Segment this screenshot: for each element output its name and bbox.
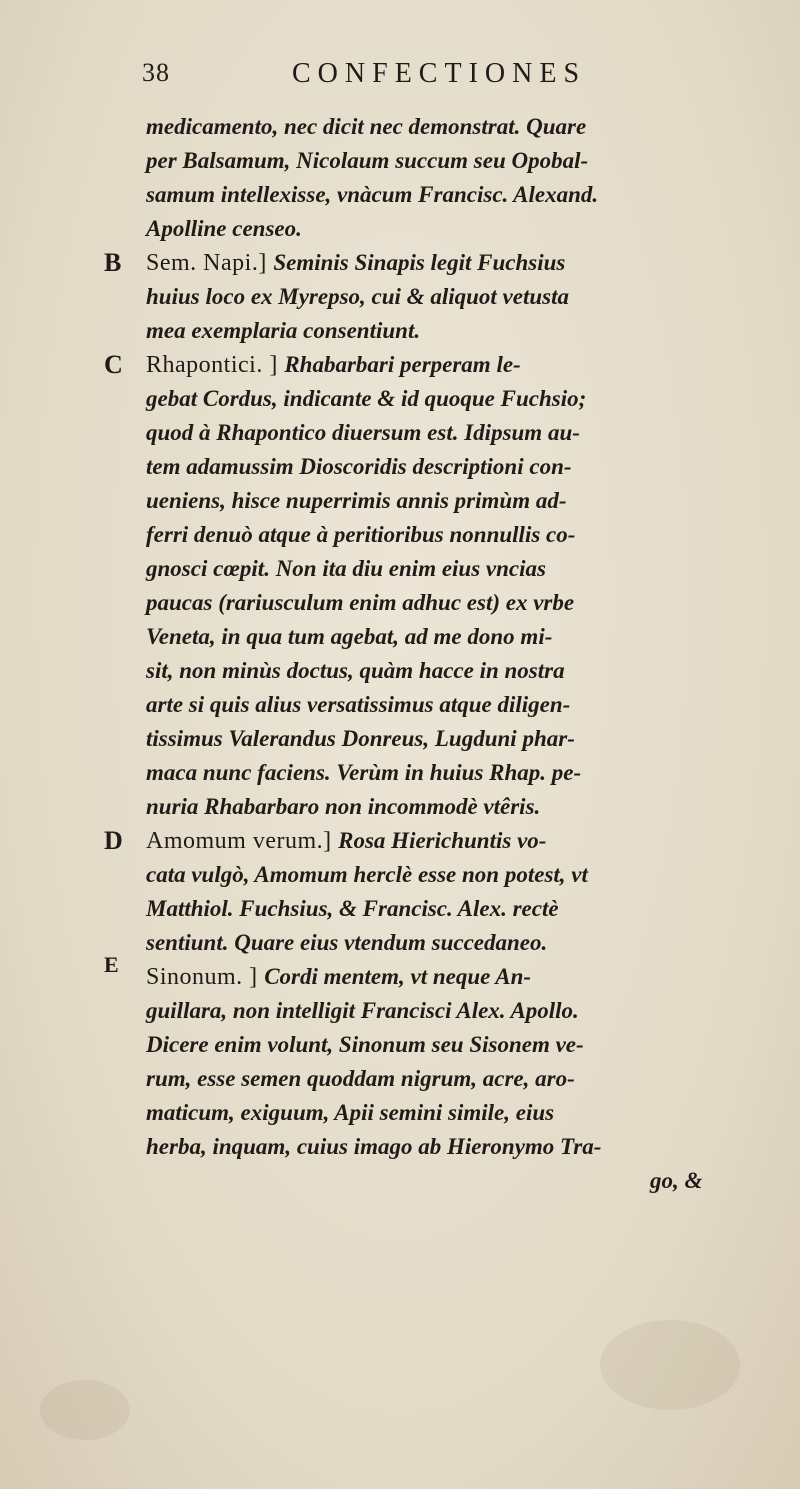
text-line: [0, 790, 800, 824]
line-text: [146, 824, 546, 858]
commentary-text: quod à Rhapontico diuersum est. Idipsum au-: [146, 420, 580, 445]
commentary-text: gebat Cordus, indicante & id quoque Fuchsio;: [146, 386, 587, 411]
text-line: [0, 1096, 800, 1130]
running-head: [142, 58, 702, 98]
commentary-text: huius loco ex Myrepso, cui & aliquot vetusta: [146, 284, 569, 309]
text-line: [0, 246, 800, 280]
text-line: [0, 348, 800, 382]
text-line: [0, 620, 800, 654]
line-text: [146, 790, 540, 824]
commentary-text: guillara, non intelligit Francisci Alex. Apollo.: [146, 998, 579, 1023]
commentary-text: nuria Rhabarbaro non incommodè vtêris.: [146, 794, 541, 819]
commentary-text: Apolline censeo.: [146, 216, 302, 241]
text-line: [0, 1062, 800, 1096]
line-text: [146, 280, 569, 314]
line-text: [146, 144, 588, 178]
text-line: [0, 280, 800, 314]
line-text: [146, 926, 547, 960]
commentary-text: paucas (rariusculum enim adhuc est) ex vrbe: [146, 590, 575, 615]
text-line: [0, 824, 800, 858]
lemma: Amomum verum.]: [146, 828, 339, 854]
commentary-text: Rosa Hierichuntis vo-: [338, 828, 547, 853]
text-line: [0, 926, 800, 960]
page-number: 38: [142, 58, 170, 87]
commentary-text: maca nunc faciens. Verùm in huius Rhap. pe-: [146, 760, 582, 785]
line-text: [146, 518, 575, 552]
commentary-text: Cordi mentem, vt neque An-: [264, 964, 532, 989]
catchword: go, &: [650, 1168, 703, 1193]
line-text: [146, 552, 546, 586]
commentary-text: sit, non minùs doctus, quàm hacce in nostra: [146, 658, 565, 683]
margin-letter: B: [104, 248, 122, 277]
text-line: [0, 450, 800, 484]
page-title: CONFECTIONES: [292, 58, 587, 89]
commentary-text: Matthiol. Fuchsius, & Francisc. Alex. rectè: [146, 896, 559, 921]
commentary-text: Rhabarbari perperam le-: [284, 352, 521, 377]
text-line: [0, 144, 800, 178]
text-line: [0, 892, 800, 926]
line-text: [146, 110, 586, 144]
line-text: [146, 450, 572, 484]
text-line: [0, 314, 800, 348]
text-line: [0, 756, 800, 790]
line-text: [146, 178, 598, 212]
commentary-text: samum intellexisse, vnàcum Francisc. Alexand.: [146, 182, 599, 207]
line-text: [146, 416, 580, 450]
line-text: [146, 1130, 601, 1164]
text-line: [0, 484, 800, 518]
margin-letter: C: [104, 350, 123, 379]
text-line: [0, 416, 800, 450]
text-line: [0, 858, 800, 892]
line-text: [146, 654, 565, 688]
text-line: [0, 952, 800, 994]
line-text: [146, 212, 302, 246]
line-text: [146, 314, 420, 348]
line-text: [146, 722, 575, 756]
line-text: [146, 246, 565, 280]
text-line: [0, 518, 800, 552]
commentary-text: tem adamussim Dioscoridis descriptioni con-: [146, 454, 572, 479]
text-line: [0, 994, 800, 1028]
commentary-text: ferri denuò atque à peritioribus nonnullis co-: [146, 522, 576, 547]
commentary-text: arte si quis alius versatissimus atque diligen-: [146, 692, 571, 717]
line-text: [146, 382, 586, 416]
line-text: [146, 892, 559, 926]
text-line: [0, 212, 800, 246]
line-text: [146, 756, 581, 790]
text-line: [0, 1130, 800, 1164]
text-line: [0, 382, 800, 416]
commentary-text: rum, esse semen quoddam nigrum, acre, aro-: [146, 1066, 575, 1091]
text-line: [0, 654, 800, 688]
line-text: [146, 586, 574, 620]
text-line: [0, 110, 800, 144]
text-line: [0, 688, 800, 722]
commentary-text: Seminis Sinapis legit Fuchsius: [273, 250, 566, 275]
commentary-text: ueniens, hisce nuperrimis annis primùm ad-: [146, 488, 567, 513]
line-text: [146, 1096, 554, 1130]
line-text: [146, 994, 579, 1028]
line-text: [146, 348, 521, 382]
text-line: [0, 722, 800, 756]
commentary-text: Veneta, in qua tum agebat, ad me dono mi-: [146, 624, 553, 649]
margin-letter: D: [104, 826, 123, 855]
text-line: [0, 178, 800, 212]
line-text: [146, 620, 552, 654]
text-line: [0, 586, 800, 620]
commentary-text: gnosci cœpit. Non ita diu enim eius vncias: [146, 556, 546, 581]
lemma: Sinonum. ]: [146, 964, 265, 990]
commentary-text: per Balsamum, Nicolaum succum seu Opobal-: [146, 148, 589, 173]
line-text: [146, 1062, 575, 1096]
margin-letter: E: [104, 952, 119, 977]
text-line: [0, 552, 800, 586]
commentary-text: medicamento, nec dicit nec demonstrat. Quare: [146, 114, 587, 139]
catchword-line: [0, 1164, 800, 1198]
line-text: [146, 960, 531, 994]
commentary-text: maticum, exiguum, Apii semini simile, eius: [146, 1100, 555, 1125]
lemma: Rhapontici. ]: [146, 352, 285, 378]
commentary-text: herba, inquam, cuius imago ab Hieronymo Tra-: [146, 1134, 602, 1159]
commentary-text: cata vulgò, Amomum herclè esse non potest, vt: [146, 862, 588, 887]
line-text: [146, 1028, 584, 1062]
commentary-text: mea exemplaria consentiunt.: [146, 318, 421, 343]
line-text: [146, 688, 570, 722]
line-text: [146, 858, 588, 892]
text-line: [0, 1028, 800, 1062]
paper-stain: [600, 1320, 740, 1410]
commentary-text: Dicere enim volunt, Sinonum seu Sisonem ve-: [146, 1032, 584, 1057]
commentary-text: tissimus Valerandus Donreus, Lugduni phar-: [146, 726, 575, 751]
commentary-text: sentiunt. Quare eius vtendum succedaneo.: [146, 930, 548, 955]
paper-stain: [40, 1380, 130, 1440]
line-text: [146, 484, 567, 518]
body-text: [0, 110, 800, 1198]
lemma: Sem. Napi.]: [146, 250, 274, 276]
